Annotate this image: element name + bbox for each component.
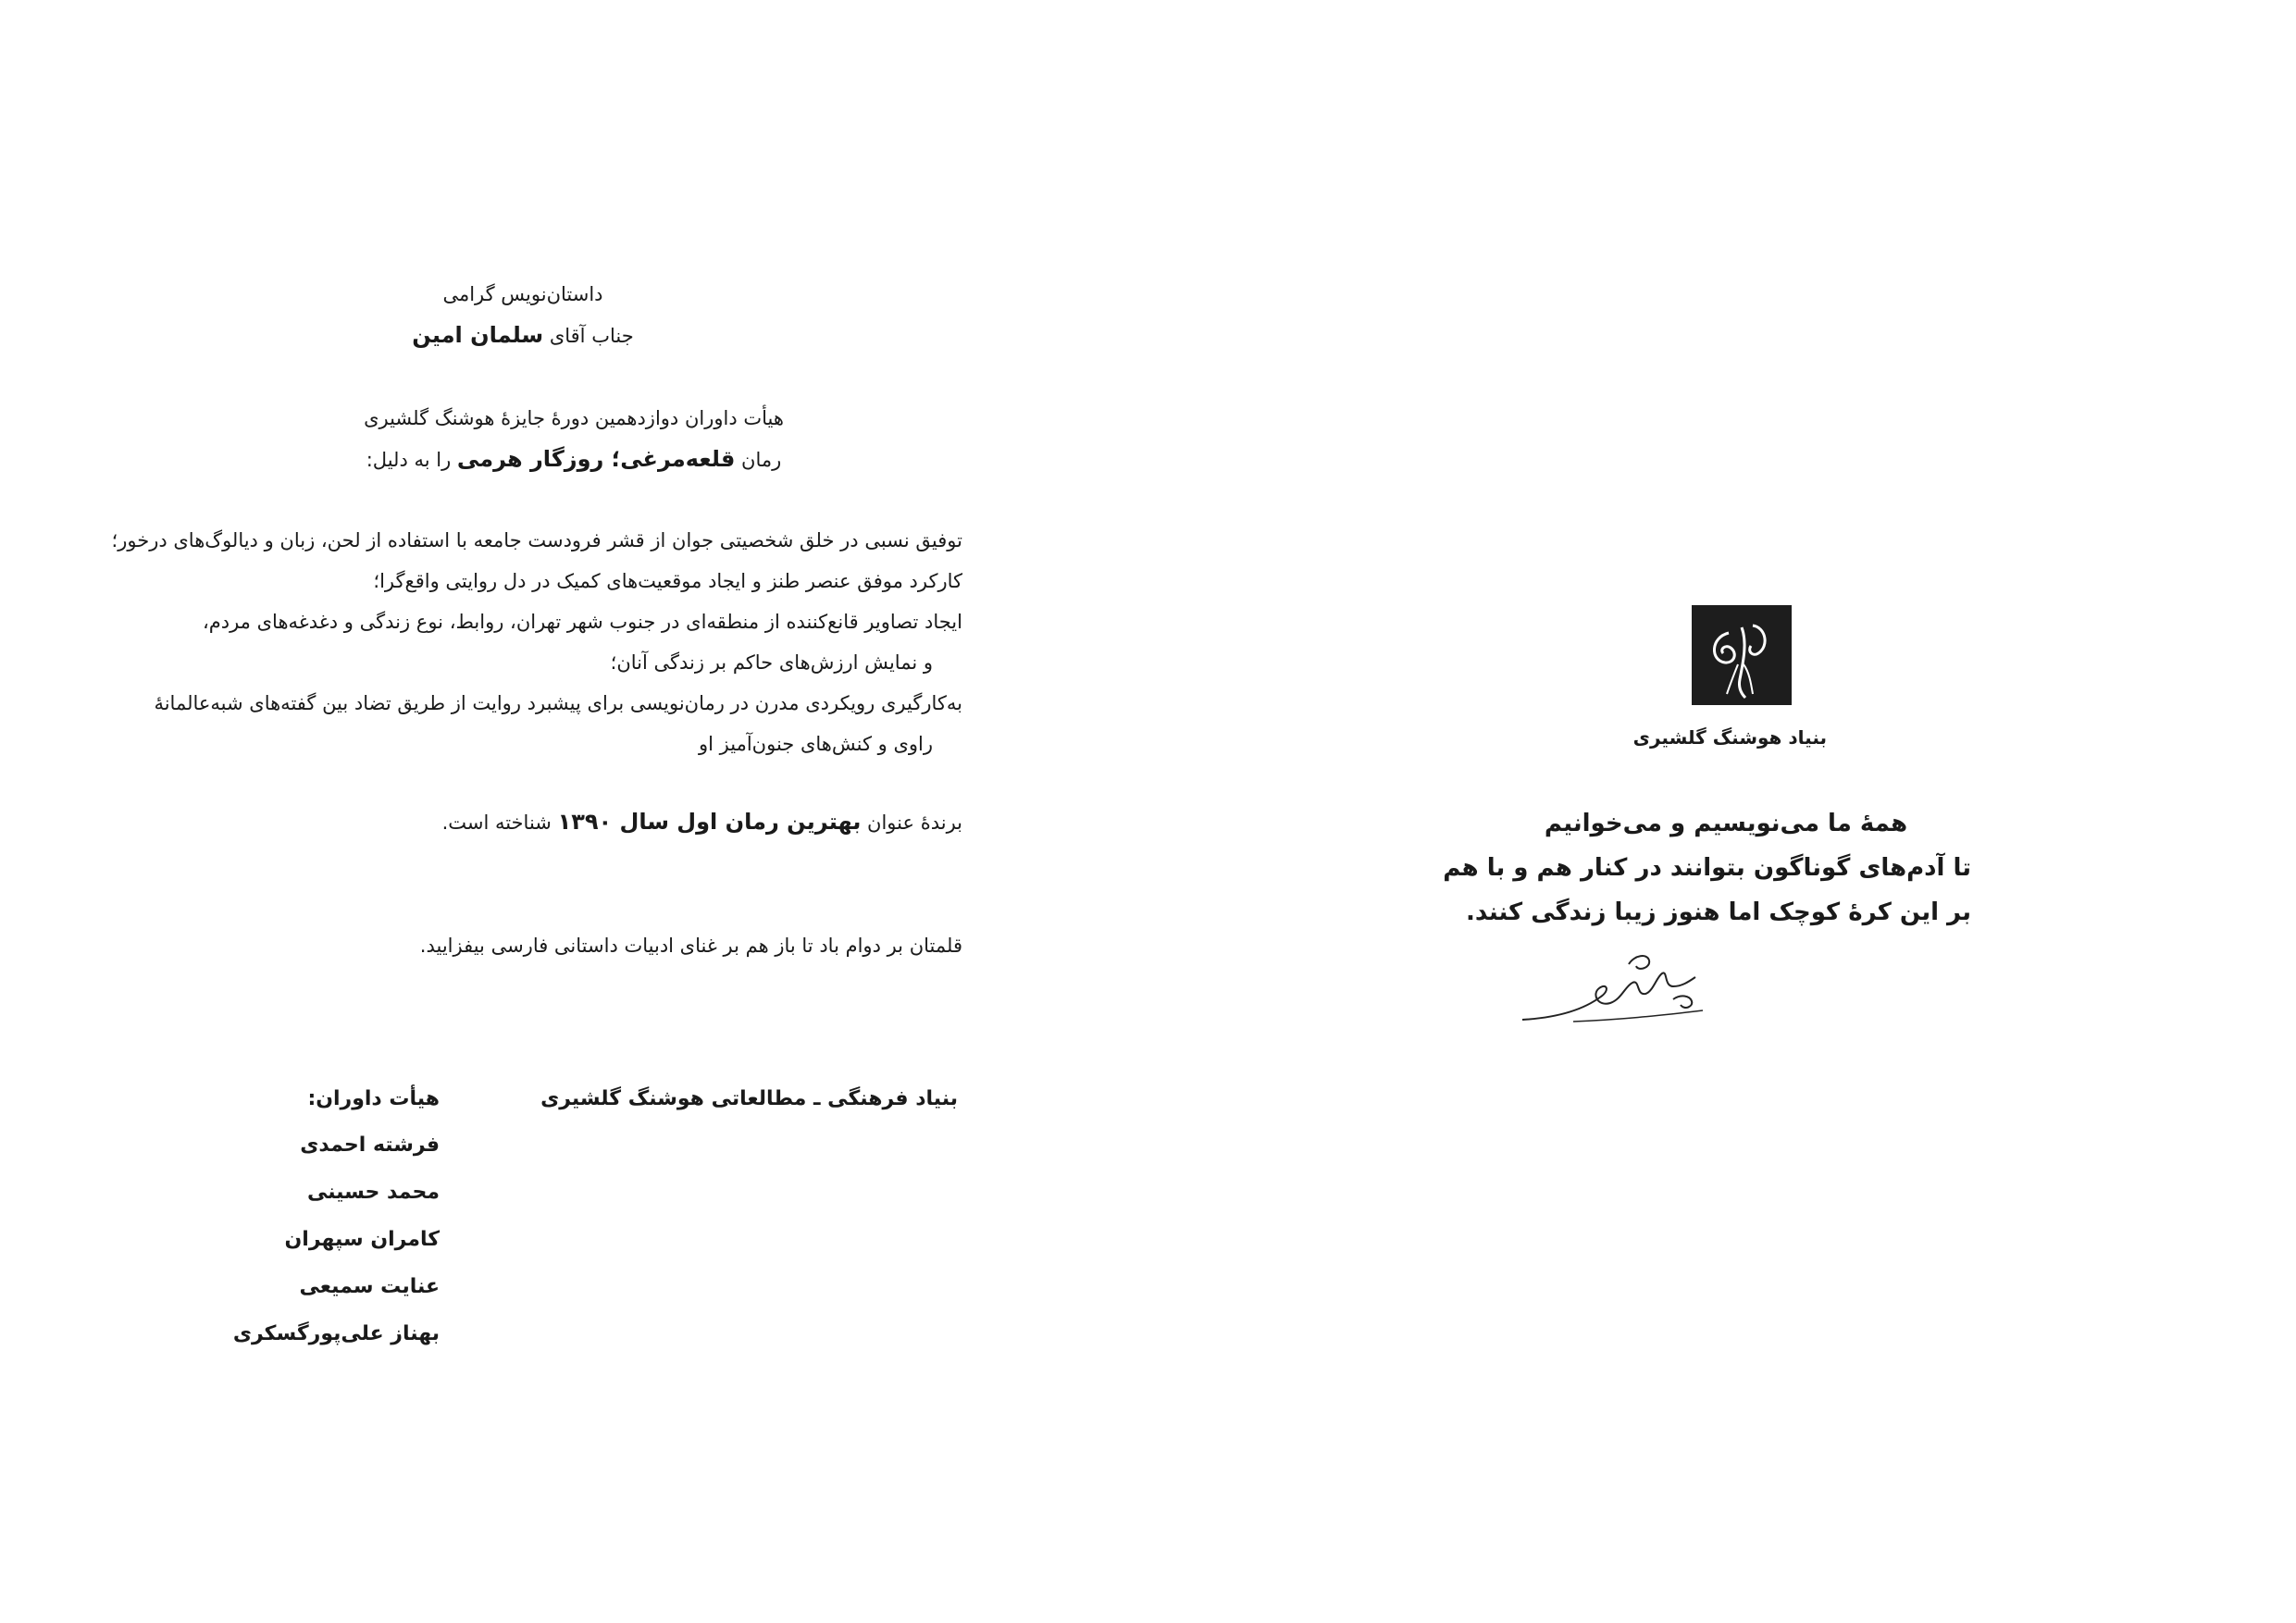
book-prefix: رمان <box>741 449 782 471</box>
recipient-prefix: جناب آقای <box>549 325 634 347</box>
jury-member: فرشته احمدی <box>300 1134 440 1157</box>
logo-figure-icon <box>1692 605 1792 705</box>
book-suffix: را به دلیل: <box>366 449 452 471</box>
reasons-list <box>111 520 962 764</box>
motto-line: بر این کرهٔ کوچک اما هنوز زیبا زندگی کنند. <box>1465 898 1971 926</box>
jury-intro-line: هیأت داوران دوازدهمین دورهٔ جایزهٔ هوشنگ گلشیری <box>364 407 784 429</box>
closing-line: قلمتان بر دوام باد تا باز هم بر غنای ادبیات داستانی فارسی بیفزایید. <box>419 935 962 957</box>
logo-caption: بنیاد هوشنگ گلشیری <box>1632 726 1827 749</box>
jury-member: محمد حسینی <box>306 1181 440 1204</box>
book-line <box>361 439 787 479</box>
reason-item: و نمایش ارزش‌های حاکم بر زندگی آنان؛ <box>610 651 933 674</box>
award-line <box>278 801 962 842</box>
golshiri-foundation-logo-icon <box>1692 605 1792 705</box>
award-suffix: شناخته است. <box>441 812 552 834</box>
jury-member: عنایت سمیعی <box>299 1275 440 1298</box>
recipient-line <box>370 315 676 355</box>
award-prefix: برندهٔ عنوان <box>867 812 962 834</box>
reason-item: راوی و کنش‌های جنون‌آمیز او <box>699 733 933 755</box>
salutation <box>370 274 676 355</box>
jury-intro <box>361 398 787 479</box>
jury-block <box>231 1081 440 1357</box>
recipient-name: سلمان امین <box>412 322 544 348</box>
reason-item: توفیق نسبی در خلق شخصیتی جوان از قشر فرودست جامعه با استفاده از لحن، زبان و دیالوگ‌های درخور؛ <box>111 529 962 551</box>
handwritten-signature-icon <box>1518 946 1721 1029</box>
foundation-name: بنیاد فرهنگی ـ مطالعاتی هوشنگ گلشیری <box>540 1087 958 1110</box>
motto-line: تا آدم‌های گوناگون بتوانند در کنار هم و با هم <box>1443 854 1971 882</box>
motto-line: همهٔ ما می‌نویسیم و می‌خوانیم <box>1544 810 1908 837</box>
award-title: بهترین رمان اول سال ۱۳۹۰ <box>557 809 862 835</box>
salutation-line: داستان‌نویس گرامی <box>442 283 603 305</box>
reason-item: کارکرد موفق عنصر طنز و ایجاد موقعیت‌های کمیک در دل روایتی واقع‌گرا؛ <box>373 570 962 592</box>
signature-icon <box>1518 946 1721 1029</box>
reason-item: ایجاد تصاویر قانع‌کننده از منطقه‌ای در جنوب شهر تهران، روابط، نوع زندگی و دغدغه‌های مردم، <box>202 611 962 633</box>
jury-title: هیأت داوران: <box>307 1087 440 1110</box>
reason-item: به‌کارگیری رویکردی مدرن در رمان‌نویسی برای پیشبرد روایت از طریق تضاد بین گفته‌های شبه‌عالمانهٔ <box>154 692 962 714</box>
jury-member: کامران سپهران <box>284 1228 440 1251</box>
book-title: قلعه‌مرغی؛ روزگار هرمی <box>456 446 736 472</box>
motto <box>1443 801 1971 935</box>
jury-member: بهناز علی‌پورگسکری <box>232 1322 440 1345</box>
